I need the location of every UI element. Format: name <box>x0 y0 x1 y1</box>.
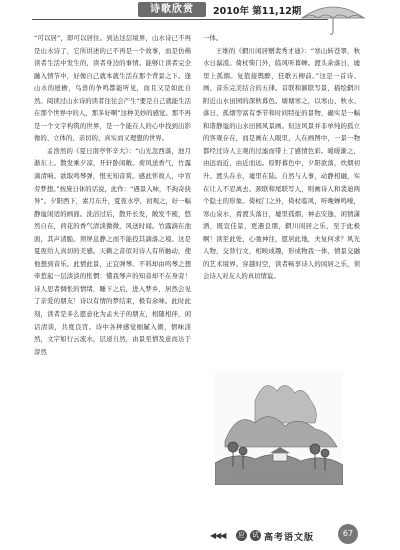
page-header <box>0 0 400 20</box>
footer-badge: 试 <box>252 531 259 539</box>
left-column <box>34 32 191 358</box>
footer-badge: 应 <box>238 531 245 539</box>
footer-arrows: ◀◀◀ <box>210 531 226 540</box>
paragraph: 一体。 <box>203 34 223 42</box>
column-title: 诗歌欣赏 <box>138 2 206 17</box>
umbrella-icon <box>298 0 368 36</box>
paragraph: 孟浩然的《夏日南亭怀辛大》：“山光忽西落，池月渐东上。散发乘夕凉，开轩卧闲敞。荷风送香气，竹露滴清响。欲取鸣琴弹，恨无知音赏。感此怀故人，中宵劳梦想。”按庞日休的话说，此作：“遇景入咏，不拘奇抉异”。夕阳西下，素月东升，夏夜水亭，初观之，好一幅静谧闲适的画面。洗浴过后，散开长发，敞发不梳，悠然自在，荷花的香气清淡微微，风送时闻。竹露滴在池面，其声清脆。须屏息静之而不能投其滴落之境。这是夏夜给人真切的美感。天籁之音似对诗人有所触动，使他想到音乐。此情此景，正宜弹琴。不料却由鸣琴之想牵惹起一层淡淡的怅惘：懂我琴声的知音却不在身旁！诗人思者惆怅的情绪，睡下之后，进入梦乡，居然会见了亲爱的朋友！诗以有情的梦结束，极有余味。此时此刻，读者是多么愿意化为孟夫子的朋友，相随相伴，闲话清谈，共度良宵。诗中各种感觉细腻入微，情味淡然，文字如行云流水，层递自然，由景至情及意而达于淳然 <box>34 146 191 356</box>
paragraph: 王维的《辋川闲居赠裴秀才迪》：“寒山转苍翠，秋水日潺湲。倚杖柴门外，临风听暮蝉。渡头余落日，墟里上孤烟。复值接舆醉，狂歌五柳前。”这是一首诗、画、音乐完美结合的五律。首联和颔联写景，描绘辋川附近山水田园的深秋暮色。塘塘寒之，以寒山、秋水、落日、孤烟等富有季节和时间特征的景物，确实是一幅和谐静谧的山水田园风景画。但这风景并非单纯的孤立的客观存在，而是画在人眼里，人在画图中，一景一物都经过诗人主观的过滤而带上了感情色彩。暖暖渐之，由远而近，由近而远。原野暮色中，夕阳欲落，炊烟初升。渡头在水，墟里在陆。自然与人事，动静相融，实在让人不忍离去。颈联和尾联写人，则画诗人和裴迪两个隐士的形象。倚杖门之外，倚杖临风，听晚蝉鸣噪，寒山泉水，看渡头落日，墟里孤烟，神态安逸，闲情潇洒，既宣佳景，更遇良朋，辋川闲居之乐，至于此极啊！读至此处，心弛神往，愿居此地，夫复何求？风光人物，交替行文，相映成趣，形成物我一体、情景交融的艺术境界。穿越时空，读者畅享诗人的闲居之乐，领会诗人对友人的真切情谊。 <box>203 46 360 281</box>
footer-title: 高考语文版 <box>264 533 315 543</box>
page-number: 67 <box>338 524 358 544</box>
header-rule <box>32 19 328 20</box>
landscape-painting <box>215 371 343 485</box>
right-column <box>203 32 360 283</box>
paragraph: “可以居”，即可以居住。到达这层境界，山水诗已不再是山水诗了，它所讲述的已不再是一个故事，而是仿佛读者生活中发生的，读者身边的事情。能够让读者完全融入情节中，好像自己就本就生活在那个背景之下。逢山水的屋檐，鸟兽的争鸣都能听见，而且又是如此自然。阅读过山水诗的读者往往会产生“要是自己就能生活在那个世界中的人，那多好啊”这种美妙的感觉。那不再是一个文字构筑的世界，是一个能在人的心中找到出影像的、立体的、亲切的、真实而又理想的世界。 <box>34 34 191 143</box>
issue-label: 2010年 第11,12期 <box>213 6 302 17</box>
